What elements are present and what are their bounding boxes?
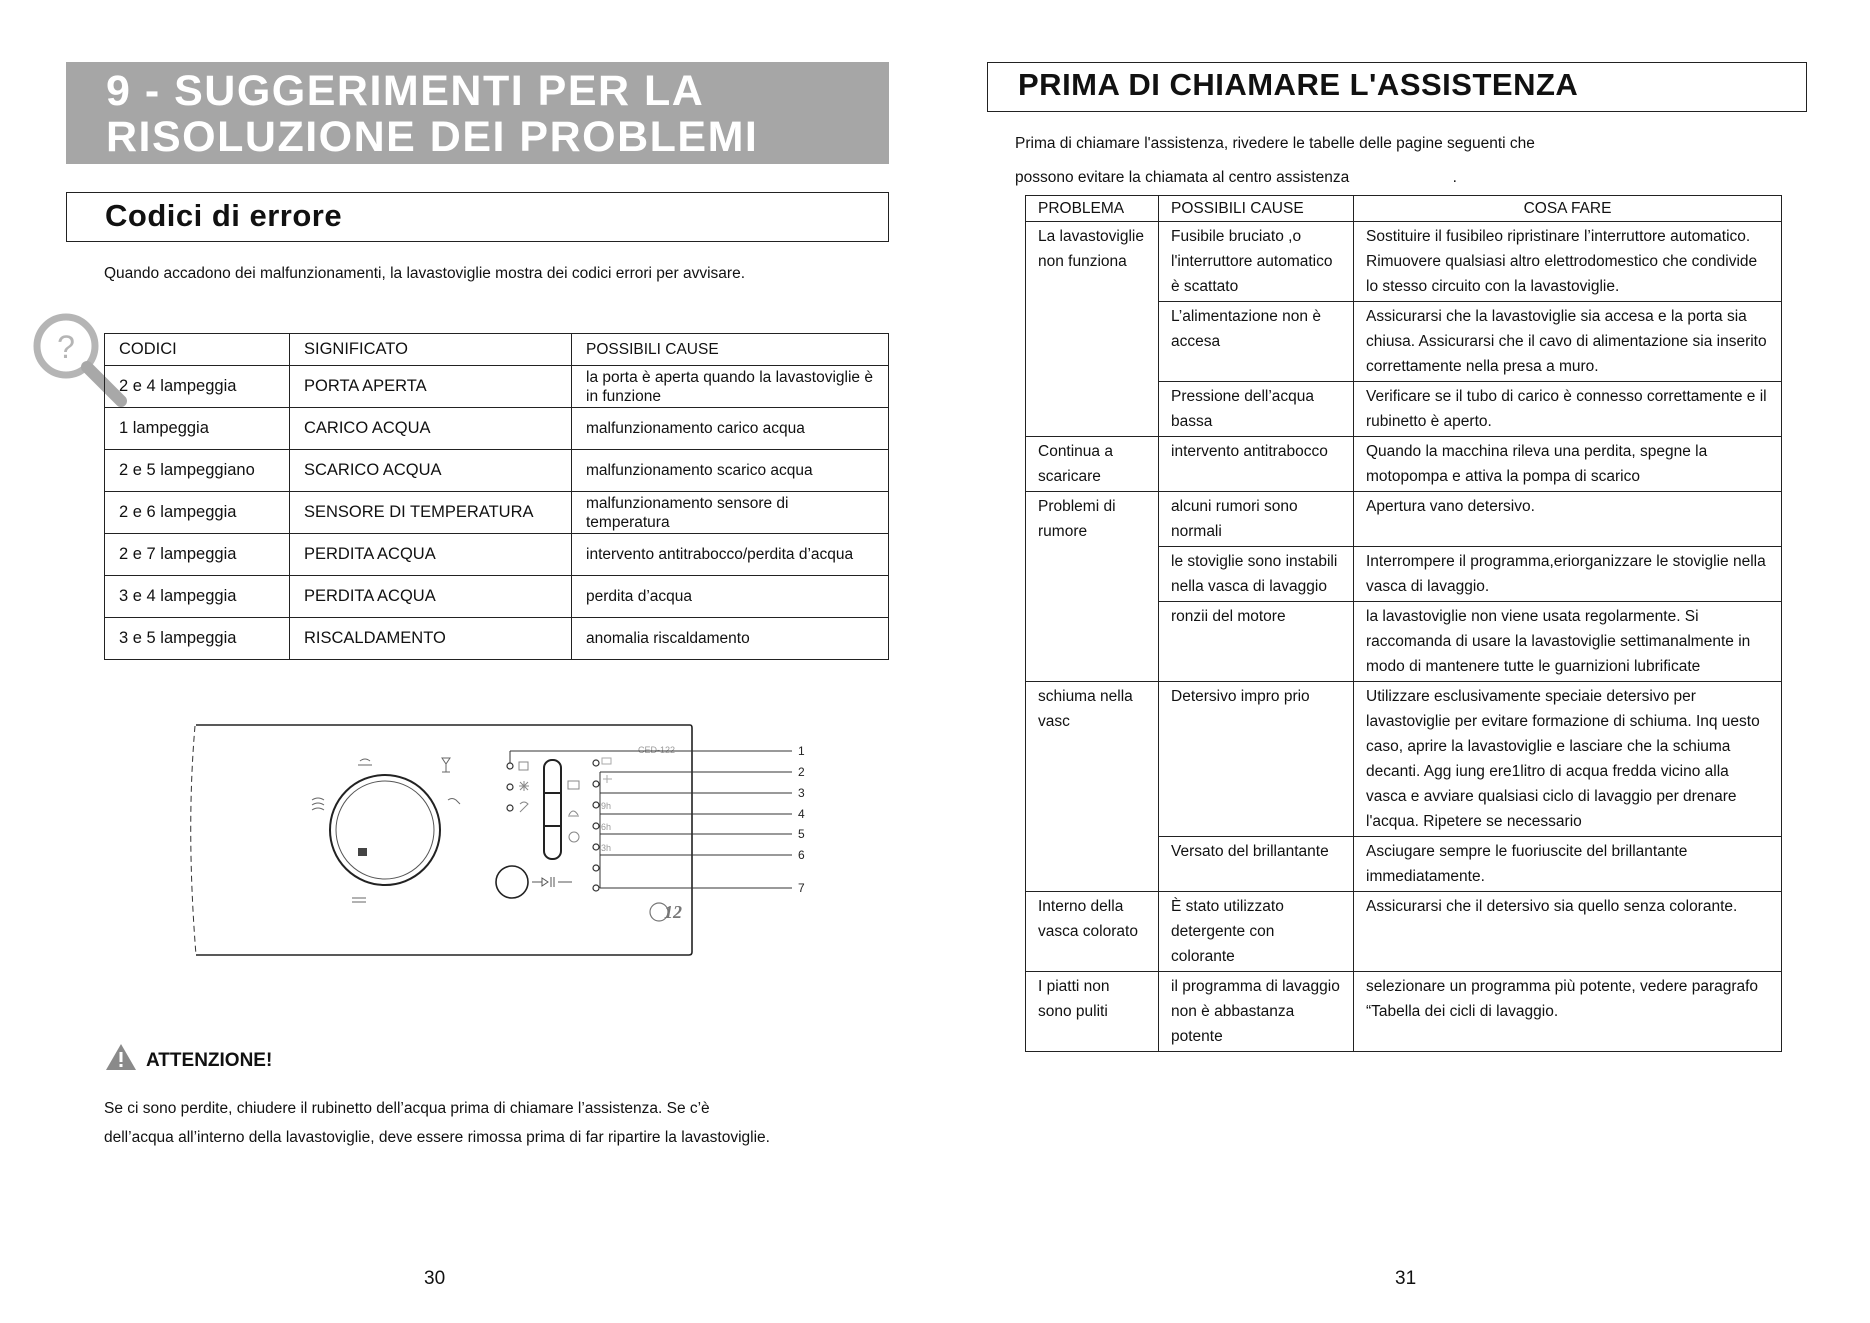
meaning-cell: SENSORE DI TEMPERATURA [290,492,572,534]
problem-cell: I piatti non sono puliti [1026,972,1159,1052]
program-knob [330,775,440,885]
cause-cell: Detersivo impro prio [1159,682,1354,837]
cause-cell: Pressione dell’acqua bassa [1159,382,1354,437]
section-title: Codici di errore [66,192,889,242]
table-row [105,618,889,660]
table-row [1026,492,1782,547]
main-title [66,62,889,164]
cause-cell: malfunzionamento scarico acqua [572,450,889,492]
header-cause: POSSIBILI CAUSE [1159,196,1354,222]
warning-triangle-icon [104,1042,138,1072]
table-row [105,534,889,576]
start-button [496,866,528,898]
warning-line1: Se ci sono perdite, chiudere il rubinetto dell’acqua prima di chiamare l’assistenza. Se c’è [104,1100,710,1117]
page-number-left: 30 [424,1268,446,1289]
cause-cell: intervento antitrabocco [1159,437,1354,492]
indicator-number-5: 5 [798,827,805,841]
code-cell: 2 e 4 lampeggia [105,366,290,408]
cause-cell: ronzii del motore [1159,602,1354,682]
code-cell: 2 e 7 lampeggia [105,534,290,576]
table-row [1026,437,1782,492]
main-title-line1: 9 - SUGGERIMENTI PER LA [106,67,705,115]
table-header-row [1026,196,1782,222]
selector-button-bar [544,760,561,859]
solution-cell: Assicurarsi che il detersivo sia quello senza colorante. [1354,892,1782,972]
solution-cell: la lavastoviglie non viene usata regolarmente. Si raccomanda di usare la lavastoviglie settimanalmente in modo di mantenere tutte le guarnizioni lubrificate [1354,602,1782,682]
svg-text:?: ? [57,329,75,365]
right-page [935,0,1870,1323]
header-cosa-fare: COSA FARE [1354,196,1782,222]
code-cell: 3 e 4 lampeggia [105,576,290,618]
solution-cell: Sostituire il fusibileo ripristinare l’interruttore automatico. Rimuovere qualsiasi altro elettrodomestico che condivide lo stesso circuito con la lavastoviglie. [1354,222,1782,302]
code-cell: 3 e 5 lampeggia [105,618,290,660]
solution-cell: Assicurarsi che la lavastoviglie sia accesa e la porta sia chiusa. Assicurarsi che il cavo di alimentazione sia inserito correttamente nella presa a muro. [1354,302,1782,382]
indicator-number-2: 2 [798,765,805,779]
right-intro-line2: possono evitare la chiamata al centro assistenza . [1015,169,1457,186]
table-header-row [105,334,889,366]
cause-cell: Versato del brillantante [1159,837,1354,892]
solution-cell: Utilizzare esclusivamente speciaie detersivo per lavastoviglie per evitare formazione di schiuma. Inq uesto caso, aprire la lavastoviglie e lasciare che la schiuma decanti. Agg iung ere1litro di acqua fredda vicino alla vasca e avviare qualsiasi ciclo di lavaggio per drenare l'acqua. Ripetere se necessario [1354,682,1782,837]
indicator-number-6: 6 [798,848,805,862]
troubleshooting-table [1025,195,1782,1052]
error-codes-table [104,333,889,660]
main-title-line2: RISOLUZIONE DEI PROBLEMI [106,113,759,161]
solution-cell: Interrompere il programma,eriorganizzare le stoviglie nella vasca di lavaggio. [1354,547,1782,602]
led-column [593,760,599,891]
header-codici: CODICI [105,334,290,366]
problem-cell: Problemi di rumore [1026,492,1159,682]
cause-cell: il programma di lavaggio non è abbastanza potente [1159,972,1354,1052]
indicator-number-7: 7 [798,881,805,895]
meaning-cell: PORTA APERTA [290,366,572,408]
solution-cell: Verificare se il tubo di carico è connesso correttamente e il rubinetto è aperto. [1354,382,1782,437]
header-problema: PROBLEMA [1026,196,1159,222]
cause-cell: malfunzionamento sensore di temperatura [572,492,889,534]
model-label: CED-122 [638,745,676,755]
table-row [1026,222,1782,302]
right-intro [1015,127,1535,195]
cause-cell: anomalia riscaldamento [572,618,889,660]
table-row [105,366,889,408]
table-row [105,492,889,534]
problem-cell: La lavastoviglie non funziona [1026,222,1159,437]
code-cell: 1 lampeggia [105,408,290,450]
cause-cell: Fusibile bruciato ,o l'interruttore automatico è scattato [1159,222,1354,302]
led-label-9h: 9h [601,801,612,811]
table-row [105,408,889,450]
problem-cell: schiuma nella vasc [1026,682,1159,892]
place-settings-badge: 12 [664,902,682,922]
table-row [105,576,889,618]
table-row [1026,892,1782,972]
code-cell: 2 e 6 lampeggia [105,492,290,534]
solution-cell: Quando la macchina rileva una perdita, spegne la motopompa e attiva la pompa di scarico [1354,437,1782,492]
warning-title: ATTENZIONE! [146,1050,273,1071]
solution-cell: Asciugare sempre le fuoriuscite del brillantante immediatamente. [1354,837,1782,892]
intro-text: Quando accadono dei malfunzionamenti, la lavastoviglie mostra dei codici errori per avvisare. [104,265,745,282]
cause-cell: la porta è aperta quando la lavastoviglie è in funzione [572,366,889,408]
warning-block [104,1042,904,1152]
table-row [1026,972,1782,1052]
warning-title-row [104,1042,904,1072]
page-number-right: 31 [1395,1268,1417,1289]
header-significato: SIGNIFICATO [290,334,572,366]
cause-cell: le stoviglie sono instabili nella vasca di lavaggio [1159,547,1354,602]
meaning-cell: PERDITA ACQUA [290,576,572,618]
indicator-number-4: 4 [798,807,805,821]
problem-cell: Continua a scaricare [1026,437,1159,492]
indicator-number-1: 1 [798,744,805,758]
code-cell: 2 e 5 lampeggiano [105,450,290,492]
indicator-number-3: 3 [798,786,805,800]
cause-cell: perdita d’acqua [572,576,889,618]
indicator-leds [507,763,513,811]
meaning-cell: CARICO ACQUA [290,408,572,450]
meaning-cell: SCARICO ACQUA [290,450,572,492]
header-cause: POSSIBILI CAUSE [572,334,889,366]
right-intro-line1: Prima di chiamare l'assistenza, rivedere le tabelle delle pagine seguenti che [1015,135,1535,152]
cause-cell: alcuni rumori sono normali [1159,492,1354,547]
solution-cell: Apertura vano detersivo. [1354,492,1782,547]
cause-cell: È stato utilizzato detergente con colorante [1159,892,1354,972]
cause-cell: malfunzionamento carico acqua [572,408,889,450]
led-label-3h: 3h [601,843,612,853]
cause-cell: L’alimentazione non è accesa [1159,302,1354,382]
table-row [1026,682,1782,837]
warning-text [104,1094,904,1152]
problem-cell: Interno della vasca colorato [1026,892,1159,972]
solution-cell: selezionare un programma più potente, vedere paragrafo “Tabella dei cicli di lavaggio. [1354,972,1782,1052]
right-page-title: PRIMA DI CHIAMARE L'ASSISTENZA [987,62,1807,112]
led-label-6h: 6h [601,822,612,832]
control-panel-diagram [180,720,820,960]
table-row [105,450,889,492]
meaning-cell: PERDITA ACQUA [290,534,572,576]
cause-cell: intervento antitrabocco/perdita d’acqua [572,534,889,576]
meaning-cell: RISCALDAMENTO [290,618,572,660]
warning-line2: dell’acqua all’interno della lavastoviglie, deve essere rimossa prima di far ripartire la lavastoviglie. [104,1129,770,1146]
